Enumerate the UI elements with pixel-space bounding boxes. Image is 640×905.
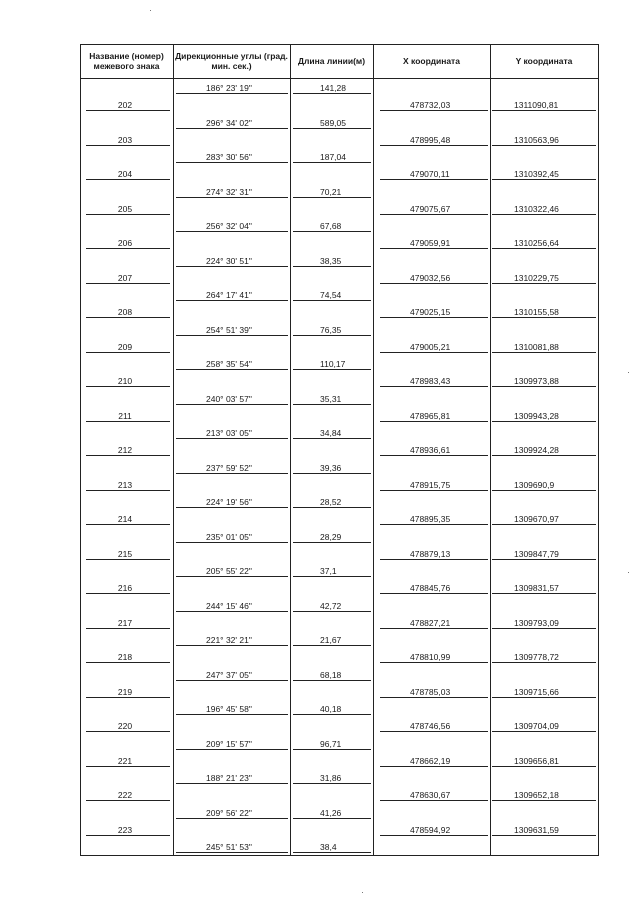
line-length: 28,52 [320,497,342,507]
direction-angle: 224° 30' 51" [206,255,252,266]
row-underline [492,835,596,836]
y-coordinate: 1310256,64 [514,238,559,249]
row-underline [86,455,170,456]
scan-speck [362,892,363,893]
direction-angle: 213° 03' 05" [206,428,252,438]
y-coordinate: 1309973,88 [514,376,559,387]
x-coordinate: 478995,48 [410,134,451,145]
row-underline [492,593,596,594]
x-coordinate: 479032,56 [410,272,451,283]
direction-angle: 258° 35' 54" [206,359,252,369]
y-coordinate: 1310392,45 [514,169,559,180]
marker-number: 202 [117,100,133,111]
column-border [490,44,491,856]
direction-angle: 188° 21' 23" [206,773,252,783]
marker-number: 222 [117,790,133,801]
row-underline [380,386,488,387]
marker-number: 214 [117,514,133,525]
row-underline [293,680,371,681]
line-length: 67,68 [320,221,342,231]
marker-number: 215 [117,548,133,559]
row-underline [86,421,170,422]
row-underline [86,662,170,663]
x-coordinate: 479075,67 [410,203,451,214]
marker-number: 211 [118,410,132,421]
direction-angle: 244° 15' 46" [206,600,252,611]
marker-number: 208 [117,307,133,318]
row-underline [380,110,488,111]
x-coordinate: 478983,43 [410,376,451,387]
line-length: 187,04 [320,152,346,162]
row-underline [293,542,371,543]
column-border [598,44,599,856]
marker-number: 210 [117,376,133,387]
y-coordinate: 1310155,58 [514,307,559,318]
line-length: 41,26 [320,807,342,818]
boundary-coordinates-table [80,44,599,856]
y-coordinate: 1310322,46 [514,203,559,214]
direction-angle: 224° 19' 56" [206,497,252,507]
y-coordinate: 1309793,09 [514,617,559,628]
row-underline [176,300,288,301]
direction-angle: 235° 01' 05" [206,531,252,542]
x-coordinate: 479025,15 [410,307,451,318]
row-underline [492,421,596,422]
x-coordinate: 478746,56 [410,721,451,732]
row-underline [176,231,288,232]
column-border [373,44,374,856]
row-underline [380,352,488,353]
x-coordinate: 478895,35 [410,514,451,525]
line-length: 76,35 [320,324,342,335]
line-length: 141,28 [320,83,346,93]
line-length: 21,67 [320,635,342,645]
row-underline [176,335,288,336]
direction-angle: 240° 03' 57" [206,393,252,404]
row-underline [293,231,371,232]
y-coordinate: 1309778,72 [514,652,559,663]
marker-number: 218 [117,652,133,663]
row-underline [492,145,596,146]
marker-number: 203 [117,134,133,145]
row-underline [86,697,170,698]
scan-speck [150,10,151,11]
header-y: Y координата [515,56,573,66]
x-coordinate: 478810,99 [410,652,451,663]
direction-angle: 264° 17' 41" [206,290,252,300]
row-underline [293,369,371,370]
row-underline [293,783,371,784]
line-length: 110,17 [320,359,346,369]
direction-angle: 274° 32' 31" [206,186,252,197]
x-coordinate: 479059,91 [410,238,451,249]
direction-angle: 205° 55' 22" [206,566,252,576]
line-length: 70,21 [320,186,342,197]
row-underline [293,749,371,750]
line-length: 589,05 [320,117,346,128]
y-coordinate: 1309831,57 [514,583,559,594]
row-underline [176,542,288,543]
row-underline [380,179,488,180]
line-length: 96,71 [320,738,342,749]
row-underline [86,386,170,387]
row-underline [380,800,488,801]
direction-angle: 283° 30' 56" [206,152,252,162]
row-underline [380,490,488,491]
row-underline [492,386,596,387]
header-angle: Дирекционные углы (град. мин. сек.) [175,51,288,71]
row-underline [176,128,288,129]
row-underline [176,438,288,439]
y-coordinate: 1309924,28 [514,445,559,456]
y-coordinate: 1309656,81 [514,755,559,766]
marker-number: 219 [117,686,133,697]
x-coordinate: 478936,61 [410,445,451,456]
row-underline [293,645,371,646]
row-underline [293,197,371,198]
row-underline [176,680,288,681]
row-underline [380,524,488,525]
row-underline [380,766,488,767]
row-underline [492,110,596,111]
direction-angle: 247° 37' 05" [206,669,252,680]
line-length: 35,31 [320,393,342,404]
column-border [290,44,291,856]
row-underline [492,697,596,698]
row-underline [176,197,288,198]
row-underline [380,628,488,629]
row-underline [293,714,371,715]
line-length: 28,29 [320,531,342,542]
marker-number: 204 [117,169,133,180]
row-underline [380,835,488,836]
line-length: 34,84 [320,428,342,438]
header-bottom-border [80,78,599,79]
row-underline [86,559,170,560]
x-coordinate: 478915,75 [410,479,451,490]
row-underline [176,645,288,646]
marker-number: 209 [117,341,133,352]
x-coordinate: 478965,81 [410,410,451,421]
header-length: Длина линии(м) [297,56,366,66]
header-x: X координата [403,56,460,66]
direction-angle: 221° 32' 21" [206,635,252,645]
y-coordinate: 1309670,97 [514,514,559,525]
row-underline [86,628,170,629]
direction-angle: 296° 34' 02" [206,117,252,128]
marker-number: 207 [117,272,133,283]
row-underline [492,559,596,560]
row-underline [86,731,170,732]
row-underline [380,317,488,318]
row-underline [492,800,596,801]
marker-number: 206 [117,238,133,249]
row-underline [380,697,488,698]
line-length: 37,1 [320,566,337,576]
line-length: 39,36 [320,462,342,473]
y-coordinate: 1309631,59 [514,824,559,835]
scan-speck [628,572,629,573]
row-underline [86,835,170,836]
row-underline [492,179,596,180]
row-underline [492,490,596,491]
row-underline [380,214,488,215]
row-underline [293,300,371,301]
row-underline [380,662,488,663]
direction-angle: 254° 51' 39" [206,324,252,335]
row-underline [86,248,170,249]
row-underline [380,731,488,732]
row-underline [86,110,170,111]
row-underline [176,404,288,405]
row-underline [86,317,170,318]
table-bottom-border [80,855,599,856]
direction-angle: 245° 51' 53" [206,842,252,852]
line-length: 38,35 [320,255,342,266]
row-underline [380,145,488,146]
marker-number: 221 [117,755,133,766]
row-underline [293,611,371,612]
row-underline [492,524,596,525]
scan-speck [628,372,629,373]
marker-number: 205 [117,203,133,214]
x-coordinate: 478630,67 [410,790,451,801]
row-underline [86,145,170,146]
row-underline [293,128,371,129]
row-underline [380,248,488,249]
column-border [173,44,174,856]
row-underline [380,421,488,422]
y-coordinate: 1309847,79 [514,548,559,559]
y-coordinate: 1310081,88 [514,341,559,352]
line-length: 31,86 [320,773,342,783]
line-length: 42,72 [320,600,342,611]
row-underline [293,162,371,163]
y-coordinate: 1310229,75 [514,272,559,283]
x-coordinate: 478827,21 [410,617,451,628]
row-underline [380,283,488,284]
row-underline [86,283,170,284]
row-underline [293,404,371,405]
row-underline [380,455,488,456]
row-underline [492,628,596,629]
row-underline [293,335,371,336]
direction-angle: 237° 59' 52" [206,462,252,473]
x-coordinate: 478845,76 [410,583,451,594]
row-underline [176,749,288,750]
marker-number: 213 [117,479,133,490]
row-underline [492,214,596,215]
row-underline [86,352,170,353]
line-length: 38,4 [320,842,337,852]
row-underline [176,473,288,474]
x-coordinate: 478879,13 [410,548,451,559]
marker-number: 217 [117,617,133,628]
row-underline [176,783,288,784]
x-coordinate: 478662,19 [410,755,451,766]
marker-number: 220 [117,721,133,732]
row-underline [176,714,288,715]
row-underline [176,507,288,508]
row-underline [380,559,488,560]
row-underline [492,662,596,663]
marker-number: 223 [117,824,133,835]
line-length: 68,18 [320,669,342,680]
row-underline [293,852,371,853]
line-length: 40,18 [320,704,342,714]
x-coordinate: 478594,92 [410,824,451,835]
x-coordinate: 479005,21 [410,341,451,352]
row-underline [492,455,596,456]
y-coordinate: 1309715,66 [514,686,559,697]
marker-number: 212 [117,445,133,456]
row-underline [492,283,596,284]
x-coordinate: 478732,03 [410,100,451,111]
direction-angle: 209° 56' 22" [206,807,252,818]
row-underline [293,507,371,508]
row-underline [86,490,170,491]
direction-angle: 196° 45' 58" [206,704,252,714]
row-underline [86,524,170,525]
row-underline [176,852,288,853]
row-underline [86,179,170,180]
direction-angle: 209° 15' 57" [206,738,252,749]
row-underline [380,593,488,594]
row-underline [176,818,288,819]
row-underline [86,214,170,215]
row-underline [86,766,170,767]
row-underline [293,473,371,474]
row-underline [176,576,288,577]
row-underline [86,800,170,801]
x-coordinate: 478785,03 [410,686,451,697]
row-underline [293,93,371,94]
row-underline [176,162,288,163]
direction-angle: 256° 32' 04" [206,221,252,231]
row-underline [492,248,596,249]
y-coordinate: 1309652,18 [514,790,559,801]
row-underline [492,731,596,732]
y-coordinate: 1310563,96 [514,134,559,145]
row-underline [492,766,596,767]
row-underline [176,93,288,94]
row-underline [293,438,371,439]
row-underline [293,266,371,267]
row-underline [492,352,596,353]
y-coordinate: 1309943,28 [514,410,559,421]
line-length: 74,54 [320,290,342,300]
direction-angle: 186° 23' 19" [206,83,252,93]
y-coordinate: 1309690,9 [514,479,555,490]
y-coordinate: 1309704,09 [514,721,559,732]
x-coordinate: 479070,11 [410,169,450,180]
row-underline [293,818,371,819]
row-underline [176,611,288,612]
row-underline [86,593,170,594]
row-underline [176,369,288,370]
row-underline [293,576,371,577]
row-underline [492,317,596,318]
header-name: Название (номер) межевого знака [89,51,164,71]
row-underline [176,266,288,267]
marker-number: 216 [117,583,133,594]
y-coordinate: 1311090,81 [514,100,559,111]
